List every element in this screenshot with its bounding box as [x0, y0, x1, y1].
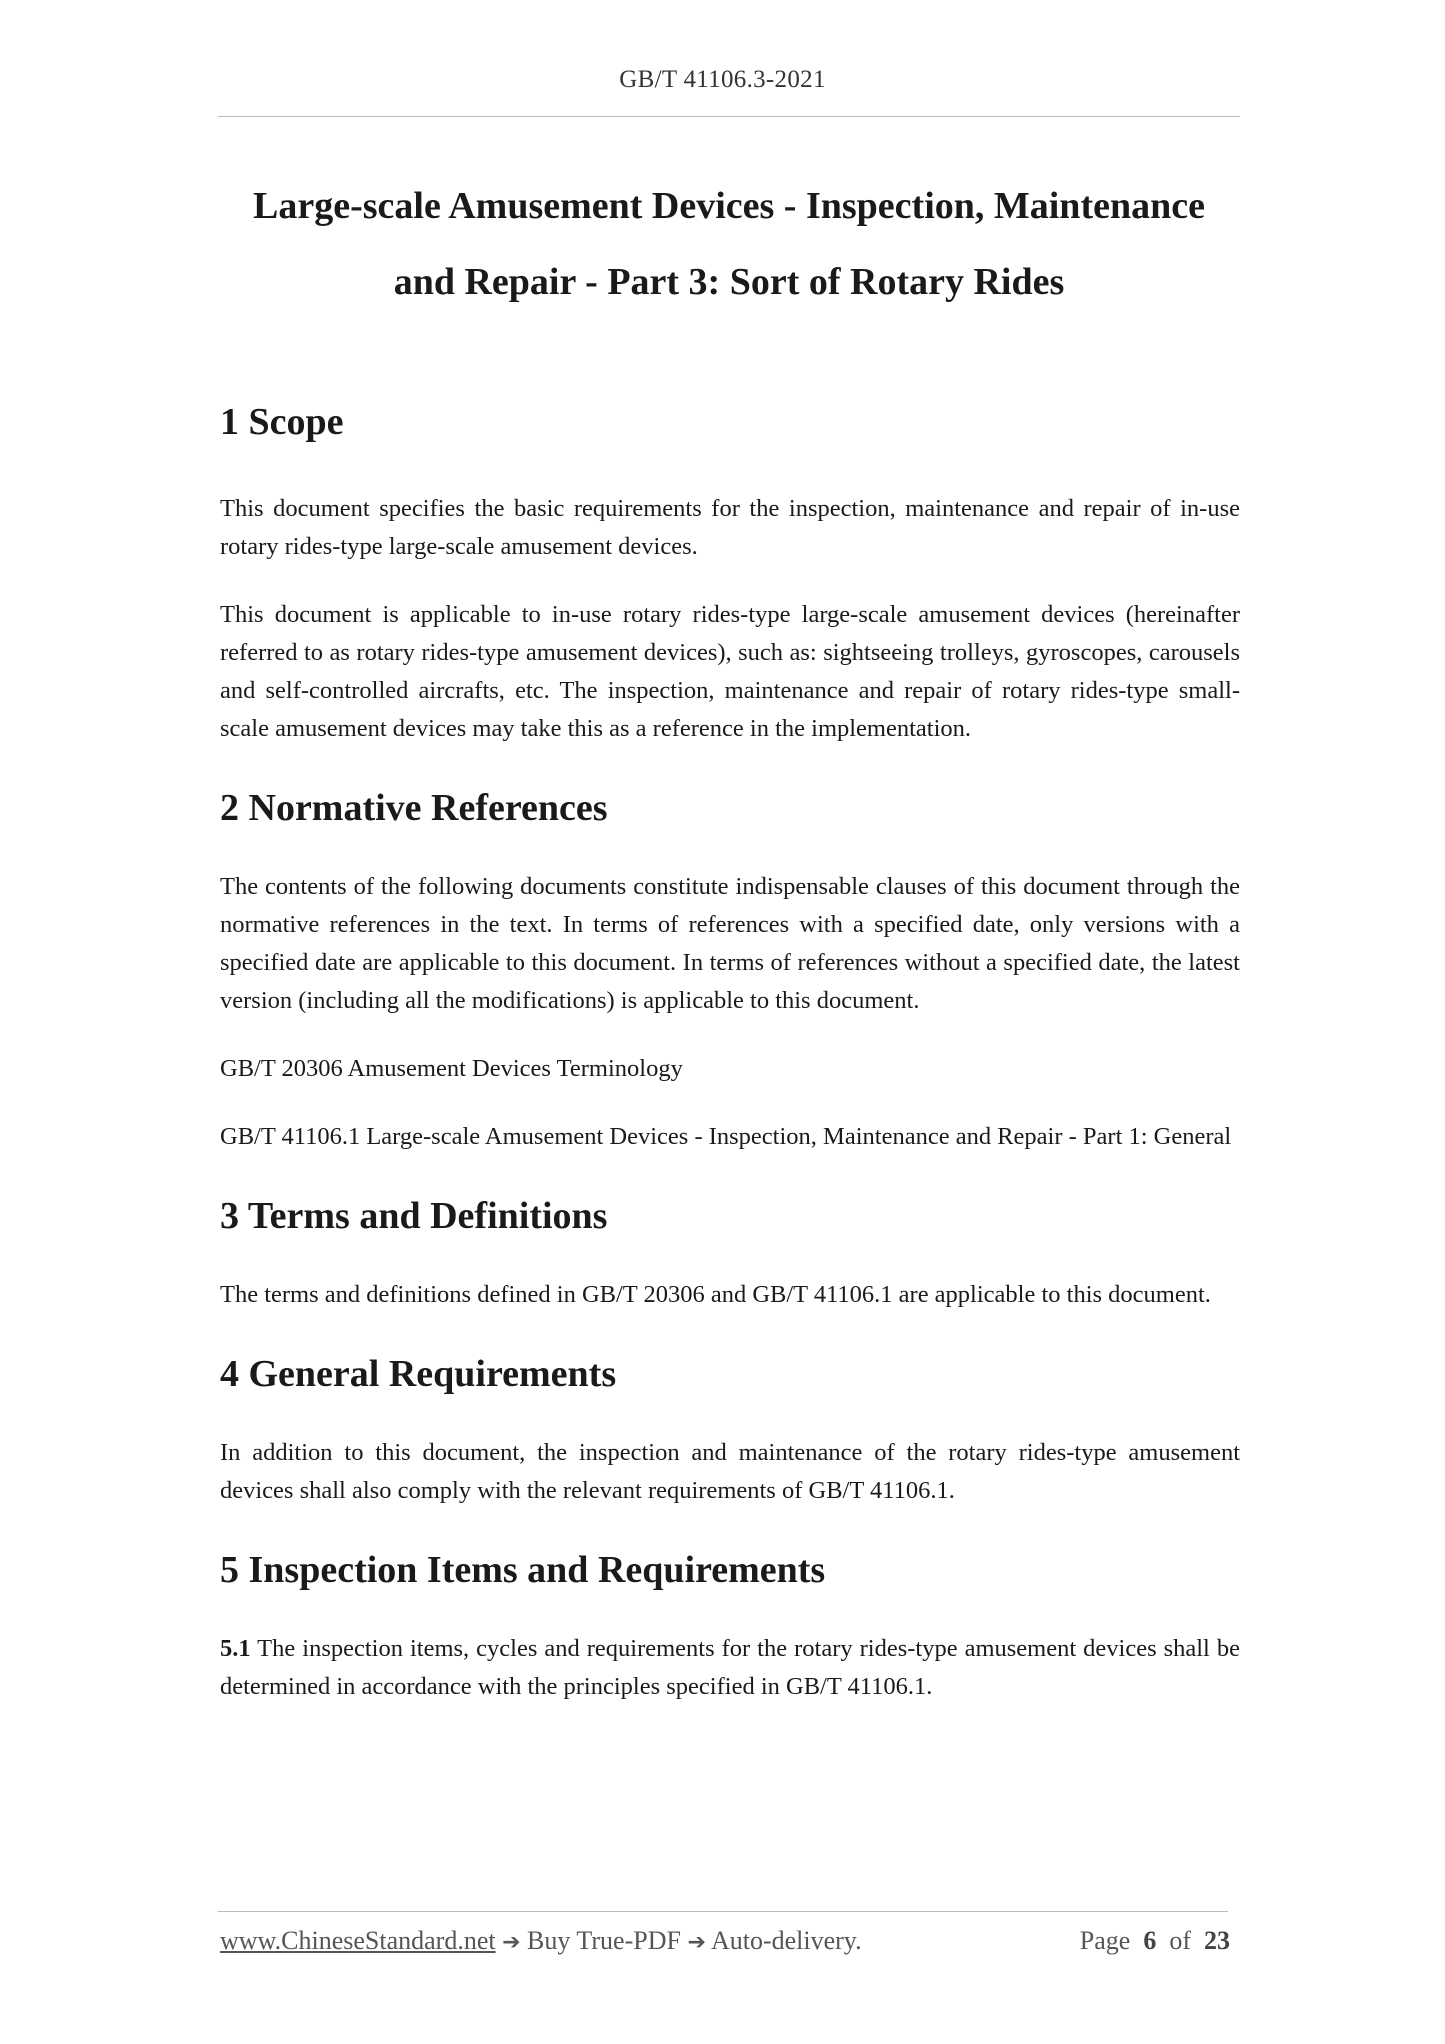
document-title-line2: and Repair - Part 3: Sort of Rotary Rides — [393, 261, 1065, 303]
normative-reference-2: GB/T 41106.1 Large-scale Amusement Devices - Inspection, Maintenance and Repair - Part 1: General — [220, 1123, 1232, 1150]
footer-divider — [218, 1911, 1228, 1912]
running-header: GB/T 41106.3-2021 — [619, 66, 826, 93]
section-heading-terms: 3 Terms and Definitions — [220, 1195, 608, 1237]
section-heading-inspection-items: 5 Inspection Items and Requirements — [220, 1549, 826, 1591]
arrow-right-icon: ➔ — [502, 1930, 521, 1955]
footer-promo — [220, 1926, 862, 1956]
inspection-clause-5-1 — [220, 1630, 1240, 1706]
document-body — [220, 396, 1240, 1706]
normative-paragraph-1: The contents of the following documents constitute indispensable clauses of this document through the normative references in the text. In terms of references with a specified date, only versions with a specified date are applicable to this document. In terms of references without a specified date, the latest version (including all the modifications) is applicable to this document. — [220, 873, 1240, 1014]
header-divider — [218, 116, 1240, 117]
footer-buy-text: Buy True-PDF — [520, 1926, 688, 1955]
document-title — [218, 168, 1240, 320]
section-heading-general-requirements: 4 General Requirements — [220, 1353, 617, 1395]
current-page-number: 6 — [1143, 1926, 1157, 1955]
page-indicator — [1080, 1926, 1230, 1956]
total-pages: 23 — [1204, 1926, 1230, 1955]
terms-paragraph-1: The terms and definitions defined in GB/T 20306 and GB/T 41106.1 are applicable to this document. — [220, 1281, 1211, 1308]
general-paragraph-1: In addition to this document, the inspection and maintenance of the rotary rides-type amusement devices shall also comply with the relevant requirements of GB/T 41106.1. — [220, 1439, 1240, 1504]
clause-number: 5.1 — [220, 1635, 251, 1662]
section-heading-scope: 1 Scope — [220, 401, 344, 443]
normative-reference-1: GB/T 20306 Amusement Devices Terminology — [220, 1055, 683, 1082]
scope-paragraph-2: This document is applicable to in-use rotary rides-type large-scale amusement devices (hereinafter referred to as rotary rides-type amusement devices), such as: sightseeing trolleys, gyroscopes, carousels and self-controlled aircrafts, etc. The inspection, maintenance and repair of rotary rides-type small-scale amusement devices may take this as a reference in the implementation. — [220, 601, 1240, 742]
footer-delivery-text: Auto-delivery. — [705, 1926, 862, 1955]
document-title-line1: Large-scale Amusement Devices - Inspection, Maintenance — [253, 185, 1205, 227]
scope-paragraph-1: This document specifies the basic requirements for the inspection, maintenance and repair of in-use rotary rides-type large-scale amusement devices. — [220, 495, 1240, 560]
website-link[interactable]: www.ChineseStandard.net — [220, 1926, 496, 1955]
arrow-right-icon: ➔ — [687, 1930, 706, 1955]
section-heading-normative-references: 2 Normative References — [220, 787, 608, 829]
clause-text: The inspection items, cycles and requirements for the rotary rides-type amusement devices shall be determined in accordance with the principles specified in GB/T 41106.1. — [220, 1635, 1240, 1700]
of-label: of — [1169, 1926, 1191, 1955]
page-label: Page — [1079, 1926, 1131, 1955]
